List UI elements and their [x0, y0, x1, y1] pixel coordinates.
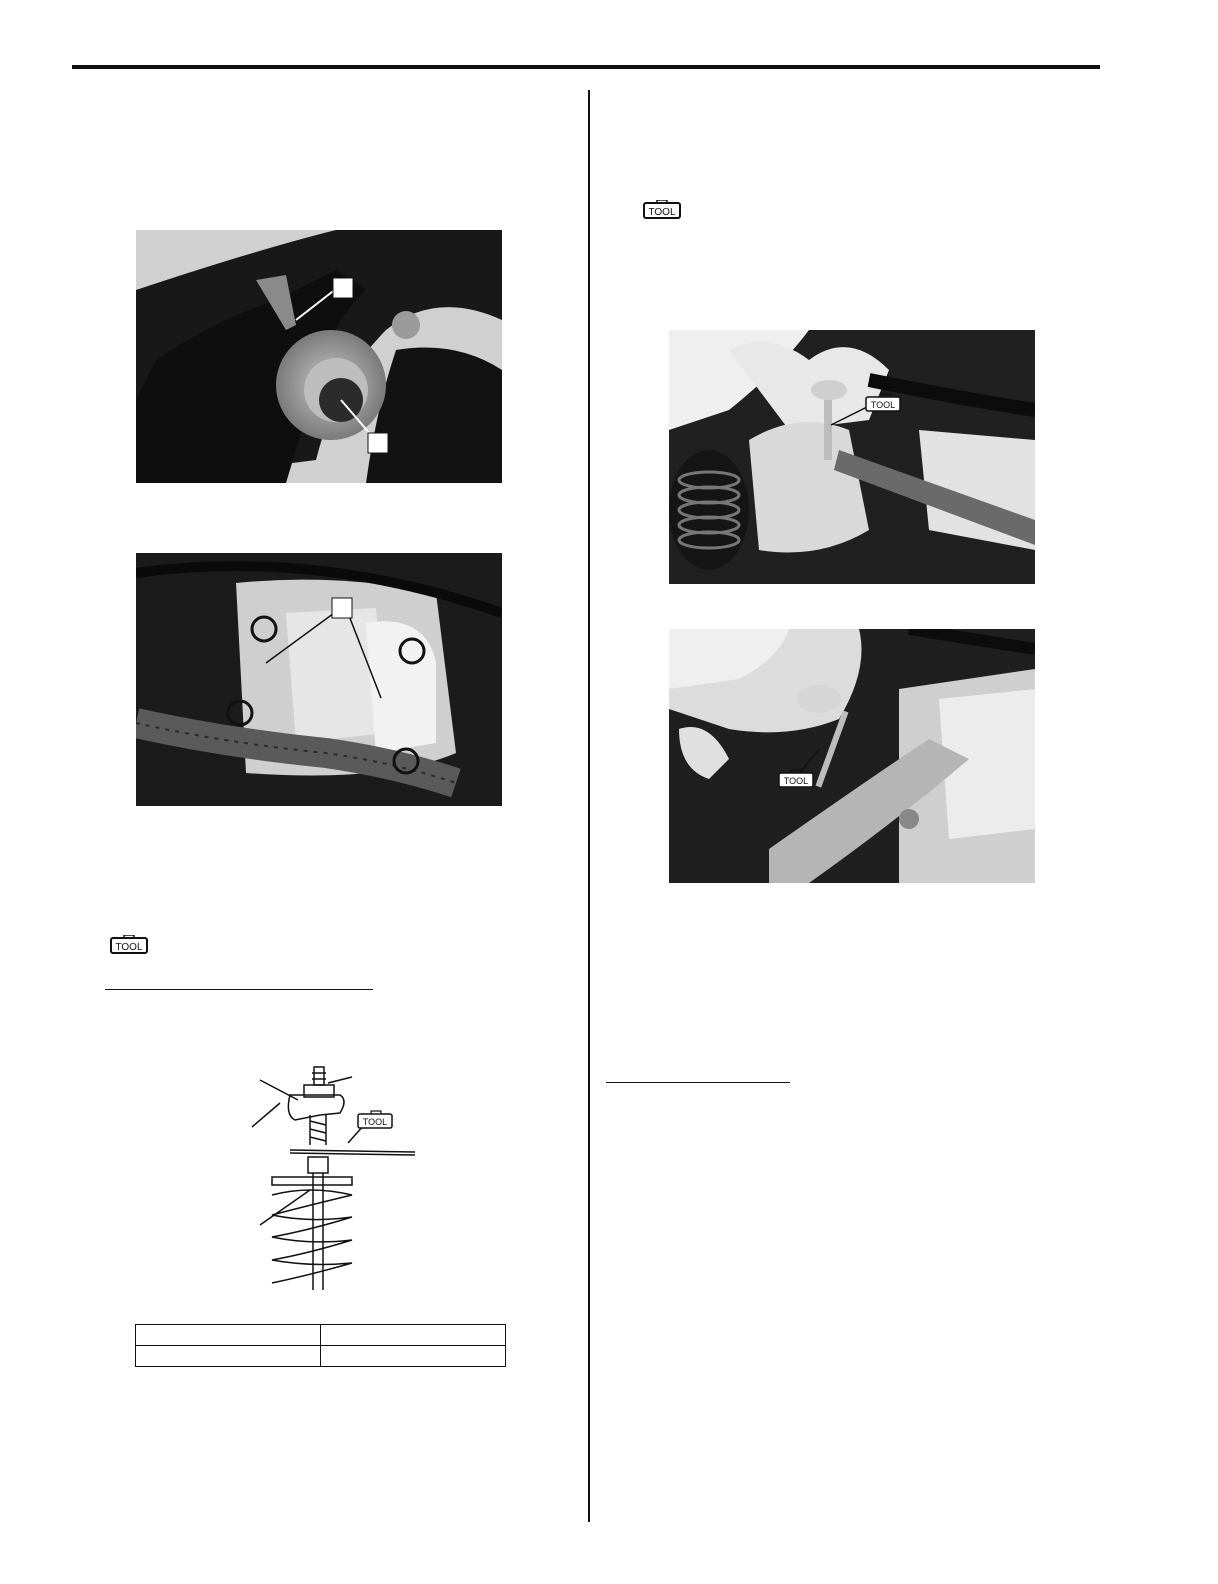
- photo-valve-adjust-tool: [669, 629, 1035, 883]
- svg-text:TOOL: TOOL: [115, 942, 143, 953]
- table-row: [136, 1325, 506, 1346]
- table-cell: [321, 1325, 506, 1346]
- svg-text:TOOL: TOOL: [362, 1117, 388, 1127]
- svg-text:TOOL: TOOL: [648, 207, 676, 218]
- svg-text:TOOL: TOOL: [783, 776, 809, 786]
- photo-valve-adjust-wrench: [669, 330, 1035, 584]
- table-cell: [321, 1346, 506, 1367]
- svg-text:TOOL: TOOL: [870, 400, 896, 410]
- tool-icon: [643, 200, 681, 220]
- section-underline: [105, 989, 373, 990]
- section-underline: [606, 1082, 790, 1083]
- table-row: [136, 1346, 506, 1367]
- header-rule: [72, 65, 1100, 69]
- column-divider: [588, 90, 590, 1522]
- tool-icon: [110, 935, 148, 955]
- spec-table: [135, 1324, 506, 1367]
- table-cell: [136, 1346, 321, 1367]
- photo-head-cover-bolts: [136, 553, 502, 806]
- photo-oil-drain-plug: [136, 230, 502, 483]
- diagram-valve-spring: [240, 1065, 430, 1300]
- table-cell: [136, 1325, 321, 1346]
